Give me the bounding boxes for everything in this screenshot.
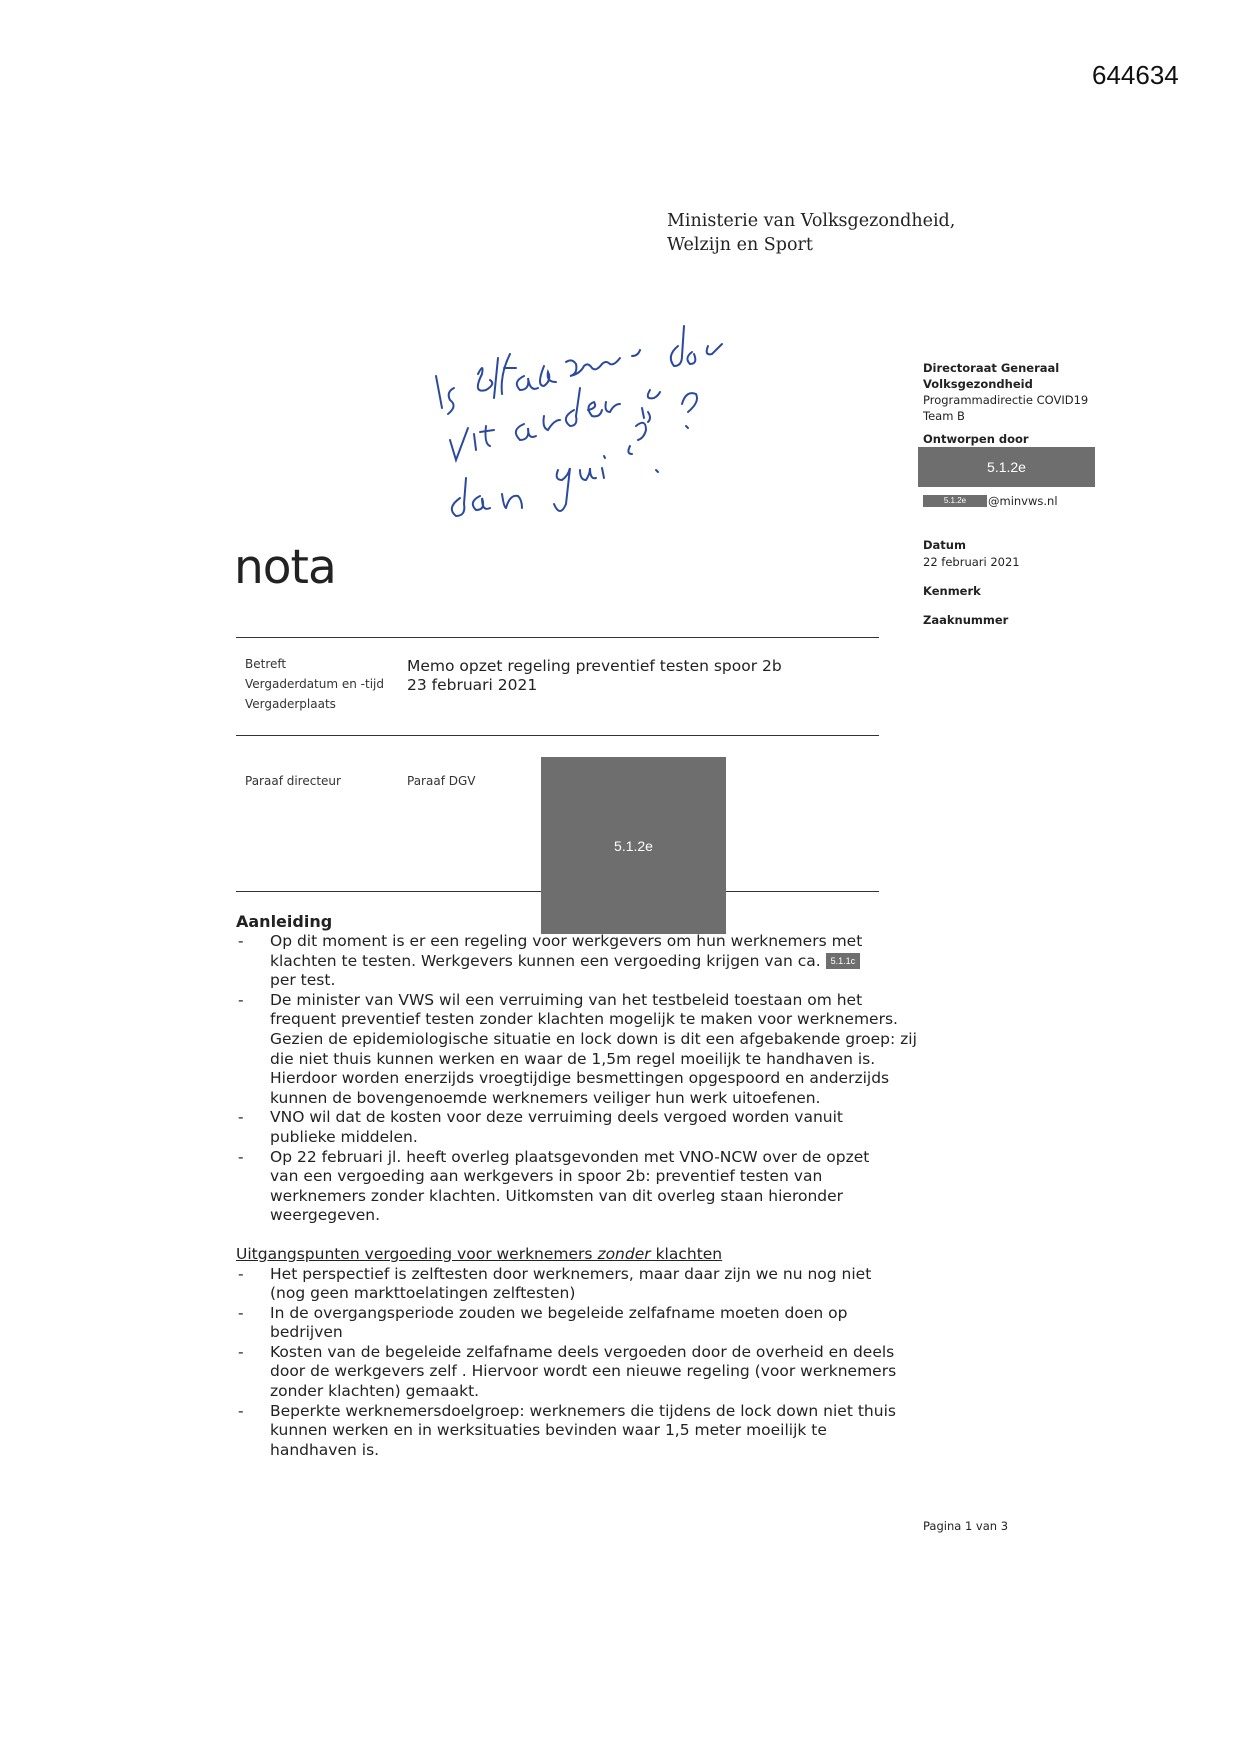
sidebar-department <box>923 360 1088 424</box>
list-item: - Op 22 februari jl. heeft overleg plaatsgevonden met VNO-NCW over de opzet van een vergoeding aan werkgevers in spoor 2b: preventief testen van werknemers zonder klachten. Uitkomsten van dit overleg staan hieronder weergegeven. <box>236 1148 926 1226</box>
email-suffix: @minvws.nl <box>988 494 1058 508</box>
page-number: Pagina 1 van 3 <box>923 1519 1009 1533</box>
document-number: 644634 <box>1092 60 1179 90</box>
list-item: - Het perspectief is zelftesten door werknemers, maar daar zijn we nu nog niet (nog geen markttoelatingen zelftesten) <box>236 1265 926 1304</box>
designed-by-redaction: 5.1.2e <box>918 447 1095 487</box>
list-item-text: Op dit moment is er een regeling voor werkgevers om hun werknemers met klachten te testen. Werkgevers kunnen een vergoeding krijgen van ca. <box>270 932 863 970</box>
divider-top <box>236 637 879 638</box>
ministry-letterhead <box>667 209 955 257</box>
divider-middle <box>236 735 879 736</box>
ministry-line-2: Welzijn en Sport <box>667 235 813 255</box>
date-label: Datum <box>923 538 966 552</box>
case-number-label: Zaaknummer <box>923 613 1009 627</box>
ministry-line-1: Ministerie van Volksgezondheid, <box>667 211 956 231</box>
subject-label: Betreft <box>245 657 287 671</box>
uitgangspunten-list <box>236 1265 926 1461</box>
reference-label: Kenmerk <box>923 584 981 598</box>
list-item: - Beperkte werknemersdoelgroep: werknemers die tijdens de lock down niet thuis kunnen werken en in werksituaties bevinden waar 1,5 meter moeilijk te handhaven is. <box>236 1402 926 1461</box>
document-type: nota <box>234 540 336 595</box>
director-initials-label: Paraaf directeur <box>245 774 341 788</box>
sidebar-department-line-1: Directoraat Generaal <box>923 361 1060 375</box>
meeting-date-value: 23 februari 2021 <box>407 676 538 694</box>
subject-value: Memo opzet regeling preventief testen spoor 2b <box>407 657 782 675</box>
handwritten-note <box>420 318 820 578</box>
meta-values <box>407 657 782 695</box>
sidebar-email <box>923 493 1058 509</box>
amount-redaction: 5.1.1c <box>826 953 861 969</box>
memo-body <box>236 912 926 1460</box>
date-value: 22 februari 2021 <box>923 555 1020 569</box>
list-item: - In de overgangsperiode zouden we begeleide zelfafname moeten doen op bedrijven <box>236 1304 926 1343</box>
designed-by-label: Ontworpen door <box>923 432 1029 446</box>
list-item <box>236 932 926 991</box>
list-item: - De minister van VWS wil een verruiming van het testbeleid toestaan om het frequent preventief testen zonder klachten mogelijk te maken voor werknemers. Gezien de epidemiologische situatie en lock down is dit een afgebakende groep: zij die niet thuis kunnen werken en waar de 1,5m regel moeilijk te handhaven is. Hierdoor worden enerzijds vroegtijdige besmettingen opgespoord en anderzijds kunnen de bovengenoemde werknemers veiliger hun werk uitoefenen. <box>236 991 926 1109</box>
sidebar-team: Team B <box>923 409 965 423</box>
sidebar-department-line-2: Volksgezondheid <box>923 377 1033 391</box>
email-redaction: 5.1.2e <box>923 495 987 507</box>
list-item: - VNO wil dat de kosten voor deze verruiming deels vergoed worden vanuit publieke middelen. <box>236 1108 926 1147</box>
dgv-initials-label: Paraaf DGV <box>407 774 476 788</box>
list-item-text: per test. <box>270 971 336 990</box>
meeting-place-label: Vergaderplaats <box>245 697 336 711</box>
meta-labels <box>245 654 384 714</box>
signature-redaction: 5.1.2e <box>541 757 726 934</box>
meeting-date-label: Vergaderdatum en -tijd <box>245 677 384 691</box>
sidebar-program: Programmadirectie COVID19 <box>923 393 1089 407</box>
list-item: - Kosten van de begeleide zelfafname deels vergoeden door de overheid en deels door de werkgevers zelf . Hiervoor wordt een nieuwe regeling (voor werknemers zonder klachten) gemaakt. <box>236 1343 926 1402</box>
aanleiding-list <box>236 932 926 1226</box>
section-heading-uitgangspunten: Uitgangspunten vergoeding voor werknemers zonder klachten <box>236 1244 723 1263</box>
section-heading-aanleiding: Aanleiding <box>236 912 333 931</box>
